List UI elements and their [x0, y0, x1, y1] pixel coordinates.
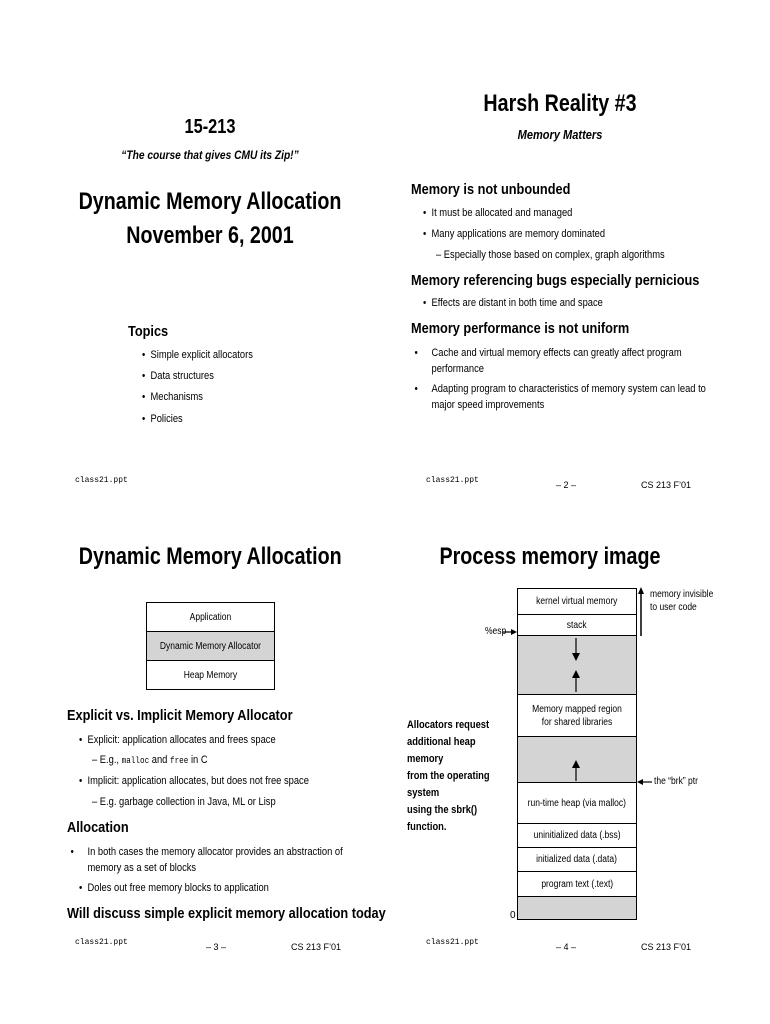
segment-data: initialized data (.data)	[517, 847, 637, 872]
list-item: • Explicit: application allocates and frees space	[79, 734, 276, 746]
footer-file: class21.ppt	[426, 938, 479, 947]
list-item: • Data structures	[142, 370, 214, 382]
layer-allocator: Dynamic Memory Allocator	[146, 631, 275, 661]
arrow-up-icon	[572, 670, 580, 692]
brk-label: the “brk” ptr	[654, 776, 698, 787]
arrow-up-icon	[572, 760, 580, 781]
slide2-heading-2: Memory referencing bugs especially pernicious	[411, 272, 700, 289]
slide2-heading-1: Memory is not unbounded	[411, 181, 571, 198]
invisible-note: memory invisible to user code	[650, 589, 714, 613]
list-item: • In both cases the memory allocator provides an abstraction of memory as a set of blocks	[70, 846, 343, 874]
list-item: • Doles out free memory blocks to application	[79, 882, 269, 894]
footer-file: class21.ppt	[426, 476, 479, 485]
footer-file: class21.ppt	[75, 476, 128, 485]
slide3-heading-3: Will discuss simple explicit memory allocation today	[67, 905, 386, 922]
segment-mmap: Memory mapped region for shared libraries	[517, 694, 637, 737]
topics-heading: Topics	[128, 323, 169, 340]
sub-item: – E.g. garbage collection in Java, ML or Lisp	[92, 796, 276, 808]
slide2-title: Harsh Reality #3	[483, 90, 637, 117]
list-item: • Policies	[142, 413, 183, 425]
invisible-range-arrow-icon	[638, 587, 644, 636]
arrow-down-icon	[572, 638, 580, 661]
course-tagline: “The course that gives CMU its Zip!”	[121, 148, 299, 162]
layer-heap-memory: Heap Memory	[146, 660, 275, 690]
segment-heap: run-time heap (via malloc)	[517, 782, 637, 824]
esp-label: %esp	[485, 626, 507, 637]
footer-course: CS 213 F’01	[641, 942, 692, 952]
slide3-heading-1: Explicit vs. Implicit Memory Allocator	[67, 707, 293, 724]
segment-bss: uninitialized data (.bss)	[517, 823, 637, 848]
footer-course: CS 213 F’01	[291, 942, 342, 952]
segment-text: program text (.text)	[517, 871, 637, 897]
slide3-heading-2: Allocation	[67, 819, 129, 836]
allocator-note: Allocators request additional heap memory from the operating system using the sbrk() function.	[407, 719, 490, 833]
slide3-title: Dynamic Memory Allocation	[78, 543, 342, 570]
sub-item: – Especially those based on complex, graph algorithms	[436, 249, 665, 261]
footer-page: – 2 –	[556, 480, 577, 490]
slide1-title-line2: November 6, 2001	[126, 222, 294, 249]
list-item: • Simple explicit allocators	[142, 349, 253, 361]
list-item: • Cache and virtual memory effects can greatly affect program performance	[414, 347, 682, 375]
footer-page: – 4 –	[556, 942, 577, 952]
slide4-title: Process memory image	[439, 543, 661, 570]
course-number: 15-213	[184, 116, 236, 138]
segment-stack: stack	[517, 614, 637, 636]
footer-page: – 3 –	[206, 942, 227, 952]
slide2-heading-3: Memory performance is not uniform	[411, 320, 630, 337]
layer-application: Application	[146, 602, 275, 632]
slide2-subtitle: Memory Matters	[517, 127, 603, 142]
slide1-title-line1: Dynamic Memory Allocation	[78, 188, 342, 215]
sub-item: – E.g., malloc and free in C	[92, 754, 208, 766]
list-item: • It must be allocated and managed	[423, 207, 573, 219]
list-item: • Mechanisms	[142, 391, 203, 403]
list-item: • Implicit: application allocates, but does not free space	[79, 775, 309, 787]
segment-kernel: kernel virtual memory	[517, 588, 637, 615]
list-item: • Effects are distant in both time and space	[423, 297, 603, 309]
brk-arrow-icon	[637, 779, 652, 785]
footer-course: CS 213 F’01	[641, 480, 692, 490]
address-zero: 0	[510, 910, 516, 921]
footer-file: class21.ppt	[75, 938, 128, 947]
list-item: • Many applications are memory dominated	[423, 228, 606, 240]
list-item: • Adapting program to characteristics of memory system can lead to major speed improvements	[414, 383, 706, 411]
